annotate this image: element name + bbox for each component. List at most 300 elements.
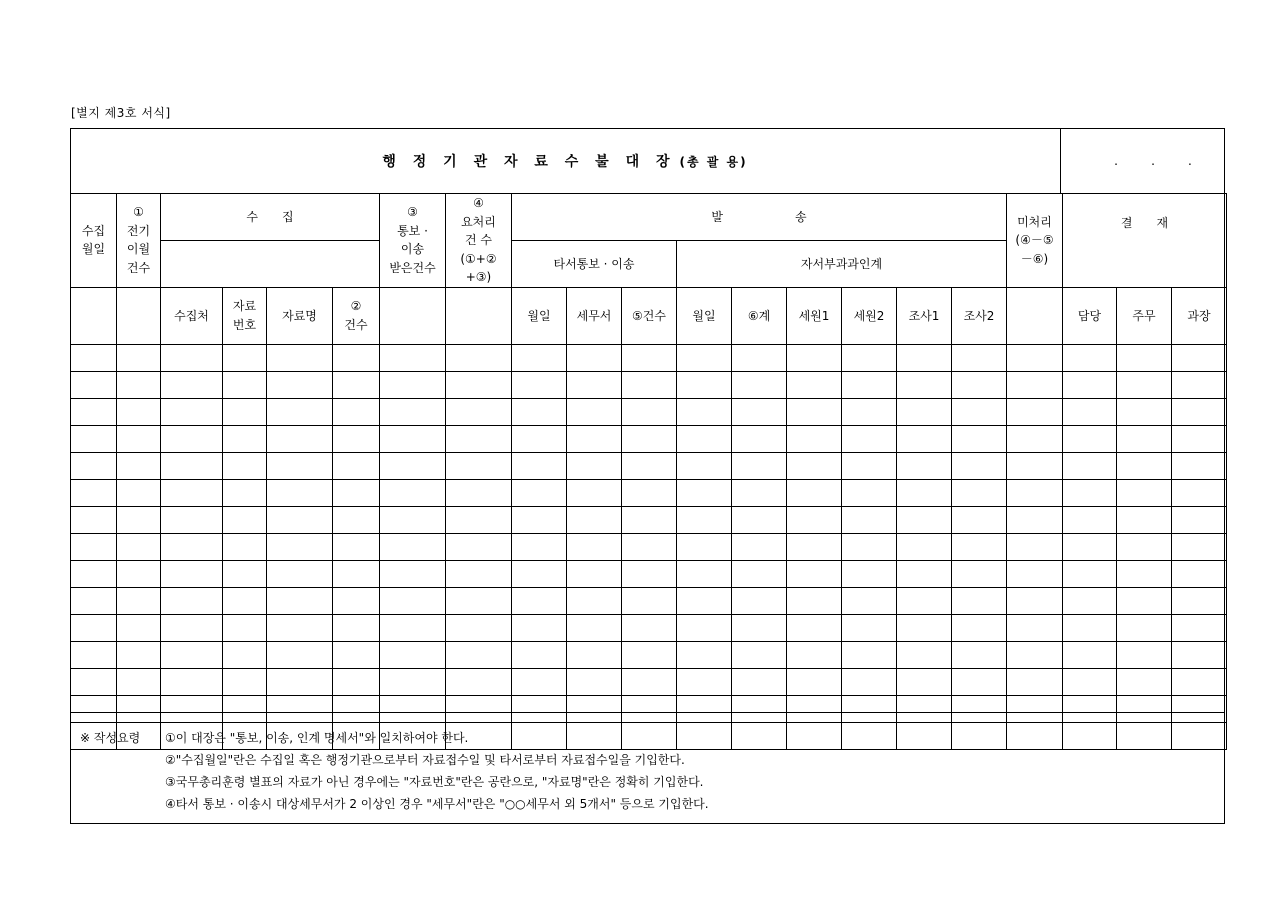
table-cell[interactable] — [267, 641, 333, 668]
col-other-tax-office: 세무서 — [567, 287, 622, 344]
table-cell[interactable] — [117, 344, 161, 371]
table-cell[interactable] — [223, 668, 267, 695]
table-cell[interactable] — [567, 479, 622, 506]
table-cell[interactable] — [71, 533, 117, 560]
table-cell[interactable] — [161, 533, 223, 560]
table-cell[interactable] — [842, 614, 897, 641]
table-cell[interactable] — [512, 560, 567, 587]
table-cell[interactable] — [622, 452, 677, 479]
table-row — [71, 668, 1227, 695]
table-cell[interactable] — [952, 479, 1007, 506]
table-cell[interactable] — [622, 479, 677, 506]
table-row — [71, 641, 1227, 668]
table-cell[interactable] — [71, 560, 117, 587]
table-cell[interactable] — [952, 533, 1007, 560]
table-cell[interactable] — [1063, 371, 1117, 398]
table-cell[interactable] — [897, 533, 952, 560]
table-cell[interactable] — [117, 587, 161, 614]
table-cell[interactable] — [842, 398, 897, 425]
col-other-month-day: 월일 — [512, 287, 567, 344]
table-cell[interactable] — [567, 614, 622, 641]
col-receive-month-day: 수집 월일 — [71, 194, 117, 288]
table-cell[interactable] — [267, 479, 333, 506]
table-cell[interactable] — [1007, 614, 1063, 641]
table-cell[interactable] — [622, 641, 677, 668]
table-cell[interactable] — [842, 425, 897, 452]
col-approval-staff: 담당 — [1063, 287, 1117, 344]
table-cell[interactable] — [897, 344, 952, 371]
table-cell[interactable] — [267, 668, 333, 695]
table-cell[interactable] — [842, 668, 897, 695]
table-cell[interactable] — [380, 641, 446, 668]
table-cell[interactable] — [1172, 371, 1227, 398]
table-cell[interactable] — [267, 344, 333, 371]
table-cell[interactable] — [567, 452, 622, 479]
table-cell[interactable] — [1117, 398, 1172, 425]
table-cell[interactable] — [446, 668, 512, 695]
table-cell[interactable] — [952, 506, 1007, 533]
table-cell[interactable] — [71, 614, 117, 641]
table-cell[interactable] — [952, 425, 1007, 452]
table-cell[interactable] — [161, 398, 223, 425]
table-cell[interactable] — [897, 371, 952, 398]
table-cell[interactable] — [333, 479, 380, 506]
table-cell[interactable] — [787, 614, 842, 641]
table-cell[interactable] — [333, 587, 380, 614]
table-cell[interactable] — [1117, 614, 1172, 641]
table-cell[interactable] — [1063, 560, 1117, 587]
table-cell[interactable] — [446, 614, 512, 641]
table-cell[interactable] — [223, 533, 267, 560]
col-to-process: ④ 요처리 건 수 (①+② +③) — [446, 194, 512, 288]
table-cell[interactable] — [787, 506, 842, 533]
table-cell[interactable] — [267, 533, 333, 560]
table-cell[interactable] — [567, 371, 622, 398]
table-cell[interactable] — [1172, 614, 1227, 641]
table-cell[interactable] — [71, 452, 117, 479]
table-cell[interactable] — [380, 344, 446, 371]
table-cell[interactable] — [787, 668, 842, 695]
table-cell[interactable] — [161, 506, 223, 533]
table-cell[interactable] — [1117, 506, 1172, 533]
table-cell[interactable] — [842, 533, 897, 560]
col-group-own-office: 자서부과과인계 — [677, 240, 1007, 287]
table-row — [71, 587, 1227, 614]
table-cell[interactable] — [1007, 344, 1063, 371]
table-cell[interactable] — [1172, 641, 1227, 668]
table-cell[interactable] — [1063, 479, 1117, 506]
table-cell[interactable] — [1063, 641, 1117, 668]
table-cell[interactable] — [512, 344, 567, 371]
table-cell[interactable] — [732, 533, 787, 560]
table-cell[interactable] — [223, 344, 267, 371]
table-cell[interactable] — [1007, 533, 1063, 560]
col-own-month-day: 월일 — [677, 287, 732, 344]
col-own-total: ⑥계 — [732, 287, 787, 344]
table-cell[interactable] — [512, 668, 567, 695]
table-cell[interactable] — [380, 533, 446, 560]
table-cell[interactable] — [567, 344, 622, 371]
table-cell[interactable] — [567, 641, 622, 668]
table-cell[interactable] — [333, 425, 380, 452]
table-cell[interactable] — [567, 398, 622, 425]
table-cell[interactable] — [161, 425, 223, 452]
table-cell[interactable] — [732, 344, 787, 371]
table-cell[interactable] — [732, 641, 787, 668]
col-group-approval: 결 재 — [1063, 194, 1227, 288]
col-own-audit-2: 조사2 — [952, 287, 1007, 344]
table-cell[interactable] — [732, 587, 787, 614]
table-cell[interactable] — [842, 479, 897, 506]
table-cell[interactable] — [842, 641, 897, 668]
table-cell[interactable] — [897, 587, 952, 614]
table-cell[interactable] — [161, 668, 223, 695]
table-cell[interactable] — [1117, 668, 1172, 695]
table-cell[interactable] — [446, 425, 512, 452]
table-cell[interactable] — [446, 641, 512, 668]
table-cell[interactable] — [267, 398, 333, 425]
table-cell[interactable] — [161, 479, 223, 506]
table-cell[interactable] — [622, 344, 677, 371]
table-cell[interactable] — [732, 479, 787, 506]
table-row — [71, 371, 1227, 398]
table-cell[interactable] — [1007, 587, 1063, 614]
table-cell[interactable] — [1063, 587, 1117, 614]
table-cell[interactable] — [732, 425, 787, 452]
table-cell[interactable] — [622, 425, 677, 452]
table-cell[interactable] — [567, 506, 622, 533]
table-cell[interactable] — [512, 371, 567, 398]
table-cell[interactable] — [897, 641, 952, 668]
table-cell[interactable] — [897, 668, 952, 695]
table-cell[interactable] — [842, 344, 897, 371]
table-cell[interactable] — [1007, 371, 1063, 398]
table-cell[interactable] — [1172, 398, 1227, 425]
table-cell[interactable] — [952, 344, 1007, 371]
table-cell[interactable] — [71, 344, 117, 371]
table-cell[interactable] — [1007, 479, 1063, 506]
table-cell[interactable] — [842, 506, 897, 533]
table-cell[interactable] — [117, 398, 161, 425]
table-cell[interactable] — [1063, 452, 1117, 479]
table-cell[interactable] — [333, 614, 380, 641]
table-cell[interactable] — [1117, 641, 1172, 668]
table-cell[interactable] — [267, 371, 333, 398]
table-cell[interactable] — [267, 560, 333, 587]
table-cell[interactable] — [512, 587, 567, 614]
table-cell[interactable] — [380, 506, 446, 533]
table-cell[interactable] — [1117, 344, 1172, 371]
table-cell[interactable] — [333, 344, 380, 371]
table-cell[interactable] — [71, 587, 117, 614]
table-cell[interactable] — [897, 452, 952, 479]
table-cell[interactable] — [223, 506, 267, 533]
table-cell[interactable] — [161, 344, 223, 371]
table-cell[interactable] — [161, 371, 223, 398]
table-cell[interactable] — [380, 587, 446, 614]
table-cell[interactable] — [446, 533, 512, 560]
table-cell[interactable] — [512, 641, 567, 668]
table-cell[interactable] — [1007, 641, 1063, 668]
table-cell[interactable] — [1063, 506, 1117, 533]
table-cell[interactable] — [161, 614, 223, 641]
table-cell[interactable] — [161, 587, 223, 614]
table-cell[interactable] — [1117, 479, 1172, 506]
table-cell[interactable] — [380, 371, 446, 398]
table-cell[interactable] — [267, 587, 333, 614]
table-cell[interactable] — [622, 587, 677, 614]
table-cell[interactable] — [1172, 479, 1227, 506]
table-cell[interactable] — [333, 506, 380, 533]
table-cell[interactable] — [71, 398, 117, 425]
table-cell[interactable] — [1007, 398, 1063, 425]
table-cell[interactable] — [677, 614, 732, 641]
table-cell[interactable] — [161, 452, 223, 479]
table-cell[interactable] — [267, 452, 333, 479]
table-cell[interactable] — [622, 371, 677, 398]
table-cell[interactable] — [677, 452, 732, 479]
table-cell[interactable] — [1117, 560, 1172, 587]
table-cell[interactable] — [446, 398, 512, 425]
col-group-send: 발 송 — [512, 194, 1007, 241]
table-cell[interactable] — [897, 398, 952, 425]
table-cell[interactable] — [117, 425, 161, 452]
table-cell[interactable] — [952, 452, 1007, 479]
table-cell[interactable] — [677, 560, 732, 587]
table-cell[interactable] — [333, 560, 380, 587]
table-cell[interactable] — [446, 560, 512, 587]
table-cell[interactable] — [567, 560, 622, 587]
table-cell[interactable] — [567, 587, 622, 614]
table-cell[interactable] — [677, 371, 732, 398]
table-cell[interactable] — [842, 371, 897, 398]
table-cell[interactable] — [567, 533, 622, 560]
table-cell[interactable] — [897, 614, 952, 641]
table-cell[interactable] — [333, 533, 380, 560]
table-cell[interactable] — [732, 614, 787, 641]
table-cell[interactable] — [71, 668, 117, 695]
table-cell[interactable] — [223, 587, 267, 614]
table-cell[interactable] — [677, 425, 732, 452]
table-cell[interactable] — [622, 533, 677, 560]
table-cell[interactable] — [512, 398, 567, 425]
ledger-table — [70, 193, 1227, 750]
instruction-line: ②"수집월일"란은 수집일 혹은 행정기관으로부터 자료접수일 및 타서로부터 자료접수일을 기입한다. — [165, 753, 685, 767]
table-cell[interactable] — [1117, 533, 1172, 560]
table-cell[interactable] — [71, 479, 117, 506]
table-cell[interactable] — [267, 614, 333, 641]
table-cell[interactable] — [333, 452, 380, 479]
table-cell[interactable] — [117, 452, 161, 479]
table-cell[interactable] — [622, 560, 677, 587]
table-cell[interactable] — [677, 344, 732, 371]
table-cell[interactable] — [787, 533, 842, 560]
table-cell[interactable] — [1063, 398, 1117, 425]
table-cell[interactable] — [842, 452, 897, 479]
table-cell[interactable] — [161, 560, 223, 587]
table-cell[interactable] — [952, 668, 1007, 695]
table-cell[interactable] — [567, 668, 622, 695]
table-cell[interactable] — [1063, 533, 1117, 560]
col-data-name: 자료명 — [267, 287, 333, 344]
table-cell[interactable] — [333, 668, 380, 695]
table-cell[interactable] — [732, 560, 787, 587]
table-cell[interactable] — [567, 425, 622, 452]
table-cell[interactable] — [223, 371, 267, 398]
table-cell[interactable] — [952, 398, 1007, 425]
table-cell[interactable] — [677, 641, 732, 668]
table-cell[interactable] — [512, 479, 567, 506]
table-cell[interactable] — [897, 506, 952, 533]
instruction-line: ③국무총리훈령 별표의 자료가 아닌 경우에는 "자료번호"란은 공란으로, "자료명"란은 정확히 기입한다. — [165, 775, 704, 789]
table-cell[interactable] — [842, 560, 897, 587]
table-cell[interactable] — [380, 398, 446, 425]
col-own-source-1: 세원1 — [787, 287, 842, 344]
table-cell[interactable] — [117, 371, 161, 398]
table-cell[interactable] — [622, 506, 677, 533]
table-cell[interactable] — [1172, 533, 1227, 560]
table-cell[interactable] — [1007, 452, 1063, 479]
table-cell[interactable] — [1172, 344, 1227, 371]
table-cell[interactable] — [1117, 587, 1172, 614]
table-cell[interactable] — [677, 506, 732, 533]
table-cell[interactable] — [787, 371, 842, 398]
table-cell[interactable] — [223, 398, 267, 425]
table-cell[interactable] — [117, 533, 161, 560]
table-cell[interactable] — [787, 398, 842, 425]
table-cell[interactable] — [223, 641, 267, 668]
table-cell[interactable] — [71, 371, 117, 398]
table-cell[interactable] — [732, 668, 787, 695]
table-cell[interactable] — [732, 506, 787, 533]
table-cell[interactable] — [952, 587, 1007, 614]
table-cell[interactable] — [117, 641, 161, 668]
table-cell[interactable] — [333, 371, 380, 398]
table-cell[interactable] — [787, 641, 842, 668]
table-cell[interactable] — [622, 398, 677, 425]
table-cell[interactable] — [1063, 668, 1117, 695]
table-cell[interactable] — [1172, 452, 1227, 479]
table-cell[interactable] — [380, 614, 446, 641]
table-cell[interactable] — [787, 560, 842, 587]
table-cell[interactable] — [380, 560, 446, 587]
table-cell[interactable] — [897, 479, 952, 506]
table-cell[interactable] — [446, 506, 512, 533]
table-cell[interactable] — [1007, 425, 1063, 452]
table-cell[interactable] — [732, 371, 787, 398]
table-cell[interactable] — [161, 641, 223, 668]
table-cell[interactable] — [267, 506, 333, 533]
table-cell[interactable] — [677, 533, 732, 560]
table-cell[interactable] — [622, 668, 677, 695]
table-cell[interactable] — [117, 614, 161, 641]
table-cell[interactable] — [677, 398, 732, 425]
table-cell[interactable] — [897, 560, 952, 587]
table-cell[interactable] — [1172, 587, 1227, 614]
table-cell[interactable] — [512, 614, 567, 641]
table-cell[interactable] — [333, 398, 380, 425]
col-collect-blank — [161, 240, 380, 287]
table-cell[interactable] — [512, 533, 567, 560]
table-cell[interactable] — [952, 371, 1007, 398]
table-cell[interactable] — [1172, 560, 1227, 587]
table-cell[interactable] — [677, 479, 732, 506]
table-cell[interactable] — [117, 560, 161, 587]
table-cell[interactable] — [1063, 344, 1117, 371]
title-row — [70, 128, 1061, 194]
table-cell[interactable] — [117, 479, 161, 506]
table-cell[interactable] — [446, 371, 512, 398]
table-cell[interactable] — [1007, 560, 1063, 587]
table-cell[interactable] — [71, 506, 117, 533]
table-cell[interactable] — [677, 587, 732, 614]
table-cell[interactable] — [71, 641, 117, 668]
table-cell[interactable] — [787, 452, 842, 479]
table-cell[interactable] — [446, 452, 512, 479]
table-cell[interactable] — [223, 614, 267, 641]
table-cell[interactable] — [446, 587, 512, 614]
table-cell[interactable] — [1117, 425, 1172, 452]
table-cell[interactable] — [897, 425, 952, 452]
table-cell[interactable] — [1063, 614, 1117, 641]
table-cell[interactable] — [1117, 452, 1172, 479]
table-cell[interactable] — [380, 479, 446, 506]
table-cell[interactable] — [512, 425, 567, 452]
table-cell[interactable] — [787, 479, 842, 506]
table-cell[interactable] — [732, 452, 787, 479]
table-cell[interactable] — [1172, 668, 1227, 695]
table-cell[interactable] — [512, 452, 567, 479]
table-cell[interactable] — [732, 398, 787, 425]
table-cell[interactable] — [117, 506, 161, 533]
table-cell[interactable] — [267, 425, 333, 452]
table-cell[interactable] — [952, 614, 1007, 641]
date-field[interactable] — [1061, 128, 1225, 194]
table-cell[interactable] — [71, 425, 117, 452]
table-cell[interactable] — [223, 425, 267, 452]
table-cell[interactable] — [380, 452, 446, 479]
col-notify-received: ③ 통보 · 이송 받은건수 — [380, 194, 446, 288]
table-cell[interactable] — [333, 641, 380, 668]
table-cell[interactable] — [223, 560, 267, 587]
table-cell[interactable] — [1172, 506, 1227, 533]
table-cell[interactable] — [223, 479, 267, 506]
table-cell[interactable] — [952, 560, 1007, 587]
table-cell[interactable] — [446, 479, 512, 506]
table-cell[interactable] — [677, 668, 732, 695]
instruction-line: ④타서 통보 · 이송시 대상세무서가 2 이상인 경우 "세무서"란은 "○○세무서 외 5개서" 등으로 기입한다. — [165, 797, 709, 811]
table-cell[interactable] — [787, 587, 842, 614]
table-cell[interactable] — [952, 641, 1007, 668]
table-cell[interactable] — [1172, 425, 1227, 452]
table-cell[interactable] — [446, 344, 512, 371]
table-cell[interactable] — [512, 506, 567, 533]
table-cell[interactable] — [787, 344, 842, 371]
table-cell[interactable] — [842, 587, 897, 614]
col-approval-manager: 주무 — [1117, 287, 1172, 344]
table-cell[interactable] — [380, 668, 446, 695]
table-cell[interactable] — [117, 668, 161, 695]
table-cell[interactable] — [1007, 668, 1063, 695]
table-cell[interactable] — [622, 614, 677, 641]
table-cell[interactable] — [787, 425, 842, 452]
table-cell[interactable] — [1007, 506, 1063, 533]
col-own-source-2: 세원2 — [842, 287, 897, 344]
table-cell[interactable] — [1063, 425, 1117, 452]
table-cell[interactable] — [380, 425, 446, 452]
table-cell[interactable] — [223, 452, 267, 479]
table-cell[interactable] — [1117, 371, 1172, 398]
